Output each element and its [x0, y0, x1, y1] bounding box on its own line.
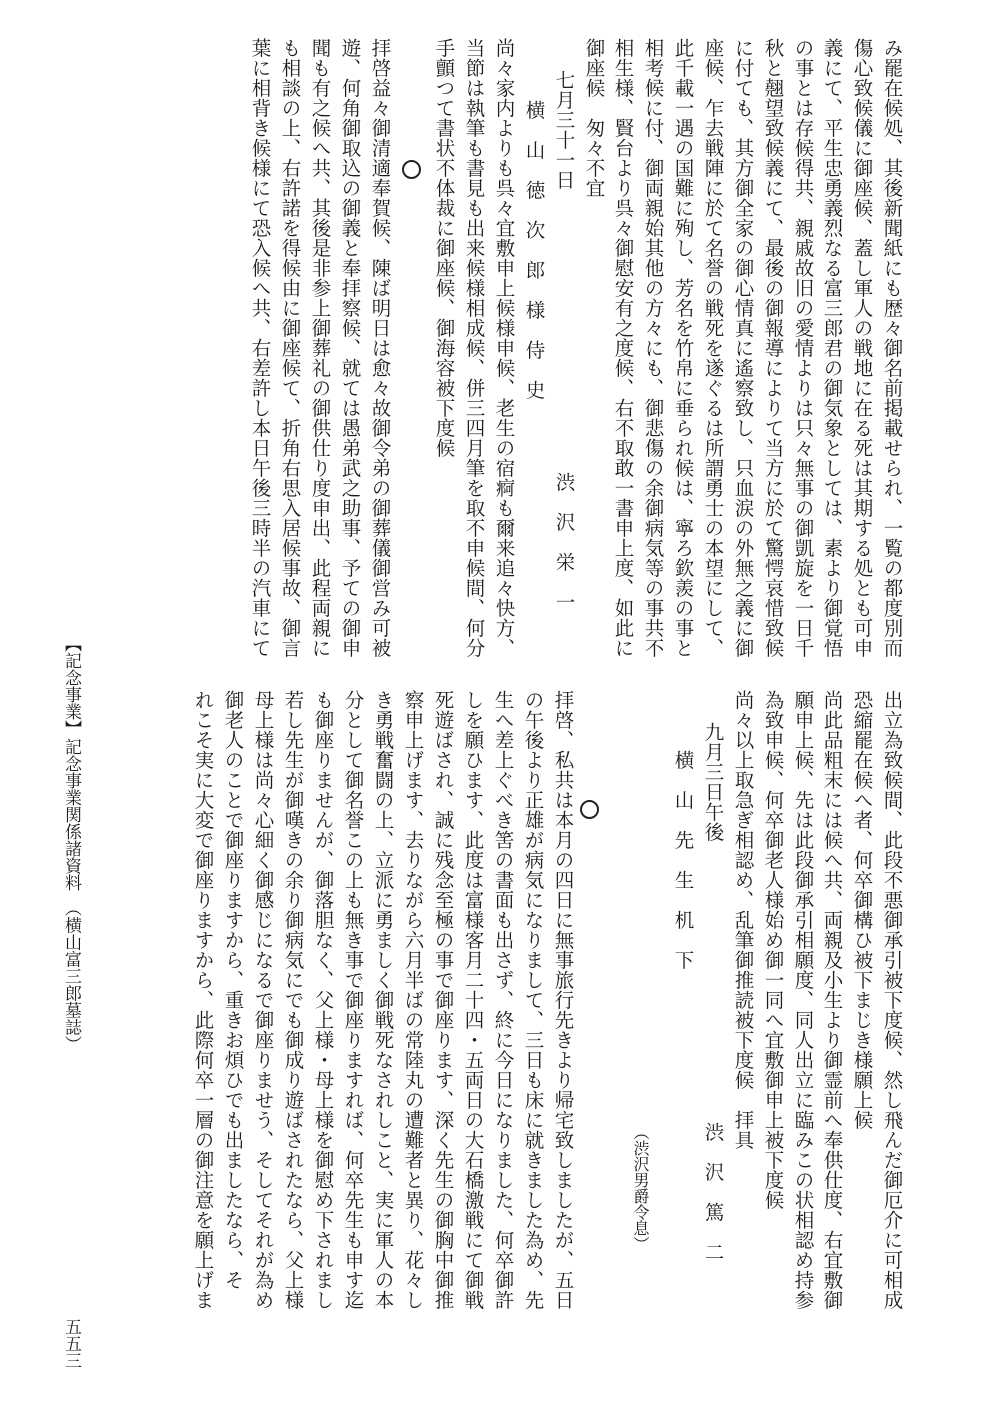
text-line: 此千載一遇の国難に殉し、芳名を竹帛に垂られ候は、寧ろ欽羨の事と — [671, 38, 695, 658]
sender-note: （渋沢男爵令息） — [631, 1124, 650, 1252]
text-line: れこそ実に大変で御座りますから、此際何卒一層の御注意を願上げま — [191, 690, 215, 1310]
text-line: 御老人のことで御座りますから、重きお煩ひでも出ましたなら、そ — [221, 690, 245, 1290]
text-line: 尚々以上取急ぎ相認め、乱筆御推読被下度候 拝具 — [731, 690, 755, 1150]
text-line: 出立為致候間、此段不悪御承引被下度候、然し飛んだ御厄介に可相成 — [880, 690, 904, 1310]
text-line: 死遊ばされ、誠に残念至極の事で御座ります、深く先生の御胸中御推 — [431, 690, 455, 1310]
text-line: 尚々家内よりも呉々宜敷申上候様申候、老生の宿痾も爾来追々快方、 — [492, 38, 516, 658]
text-line: 座候、乍去戦陣に於て名誉の戦死を遂ぐるは所謂勇士の本望にして、 — [701, 38, 725, 658]
text-line: 秋と翹望致候義にて、最後の御報導によりて当方に於て驚愕哀惜致候 — [761, 38, 785, 658]
letter-date: 九月三日午後 — [701, 722, 725, 842]
text-line: 察申上げます、去りながら六月半ばの常陸丸の遭難者と異り、花々し — [401, 690, 425, 1310]
text-line: 願申上候、先は此段御承引相願度、同人出立に臨みこの状相認め持参 — [791, 690, 815, 1310]
text-line: 分として御名誉この上も無き事で御座りますれば、何卒先生も申す迄 — [341, 690, 365, 1310]
text-line: 拝啓、私共は本月の四日に無事旅行先きより帰宅致しましたが、五日 — [551, 690, 575, 1310]
text-line: 生へ差上ぐべき筈の書面も出さず、終に今日になりました、何卒御許 — [491, 690, 515, 1310]
text-line: 葉に相背き候様にて恐入候へ共、右差許し本日午後三時半の汽車にて — [248, 38, 272, 658]
text-line: き勇戦奮闘の上、立派に勇ましく御戦死なされしこと、実に軍人の本 — [371, 690, 395, 1310]
section-label: 【記念事業】 — [61, 635, 81, 737]
text-line: も御座りませんが、御落胆なく、父上様・母上様を御慰め下されまし — [311, 690, 335, 1310]
text-line: 義にて、平生忠勇義烈なる富三郎君の御気象としては、素より御覚悟 — [820, 38, 844, 658]
text-line: み罷在候処、其後新聞紙にも歴々御名前掲載せられ、一覧の都度別而 — [880, 38, 904, 658]
text-line: 母上様は尚々心細く御感じになるで御座りませう、そしてそれが為め — [251, 690, 275, 1310]
text-line: の事とは存候得共、親戚故旧の愛情よりは只々無事の御凱旋を一日千 — [791, 38, 815, 658]
text-line: 恐縮罷在候へ者、何卒御構ひ被下まじき様願上候 — [850, 690, 874, 1130]
text-line: 手顫つて書状不体裁に御座候、御海容被下度候 — [432, 38, 456, 458]
section-separator-circle — [580, 800, 599, 819]
text-line: しを願ひます、此度は富様客月二十四・五両日の大石橋激戦にて御戦 — [461, 690, 485, 1310]
text-line: に付ても、其方御全家の御心情真に遙察致し、只血涙の外無之義に御 — [731, 38, 755, 658]
text-line: 相考候に付、御両親始其他の方々にも、御悲傷の余御病気等の事共不 — [641, 38, 665, 658]
page-footer-title: 記念事業関係諸資料 （横山富三郎墓誌） — [61, 738, 81, 1053]
text-line: 若し先生が御嘆きの余り御病気にでも御成り遊ばされたなら、父上様 — [281, 690, 305, 1310]
text-line: 聞も有之候へ共、其後是非参上御葬礼の御供仕り度申出、此程両親に — [308, 38, 332, 658]
letter-sender: 渋 沢 栄 一 — [552, 472, 576, 612]
text-line: 遊、何角御取込の御義と奉拝察候、就ては愚弟武之助事、予ての御申 — [338, 38, 362, 658]
letter-recipient: 横 山 先 生 机 下 — [671, 750, 695, 970]
text-line: 拝啓益々御清適奉賀候、陳ば明日は愈々故御令弟の御葬儀御営み可被 — [368, 38, 392, 658]
page-number: 五五三 — [61, 1318, 81, 1369]
letter-recipient: 横 山 徳 次 郎 様 侍 史 — [522, 100, 546, 400]
letter-sender: 渋 沢 篤 二 — [701, 1122, 725, 1262]
text-line: 御座候 匆々不宜 — [582, 38, 606, 198]
text-line: の午後より正雄が病気になりまして、三日も床に就きました為め、先 — [521, 690, 545, 1310]
text-line: も相談の上、右許諾を得候由に御座候て、折角右思入居候事故、御言 — [278, 38, 302, 658]
text-line: 尚此品粗末には候へ共、両親及小生より御霊前へ奉供仕度、右宜敷御 — [820, 690, 844, 1310]
section-separator-circle — [402, 160, 421, 179]
text-line: 為致申候、何卒御老人様始め御一同へ宜敷御申上被下度候 — [761, 690, 785, 1210]
letter-date: 七月三十一日 — [552, 70, 576, 190]
text-line: 相生様、賢台より呉々御慰安有之度候、右不取敢一書申上度、如此に — [611, 38, 635, 658]
text-line: 当節は執筆も書見も出来候様相成候、併三四月筆を取不申候間、何分 — [462, 38, 486, 658]
text-line: 傷心致候儀に御座候、蓋し軍人の戦地に在る死は其期する処とも可申 — [850, 38, 874, 658]
